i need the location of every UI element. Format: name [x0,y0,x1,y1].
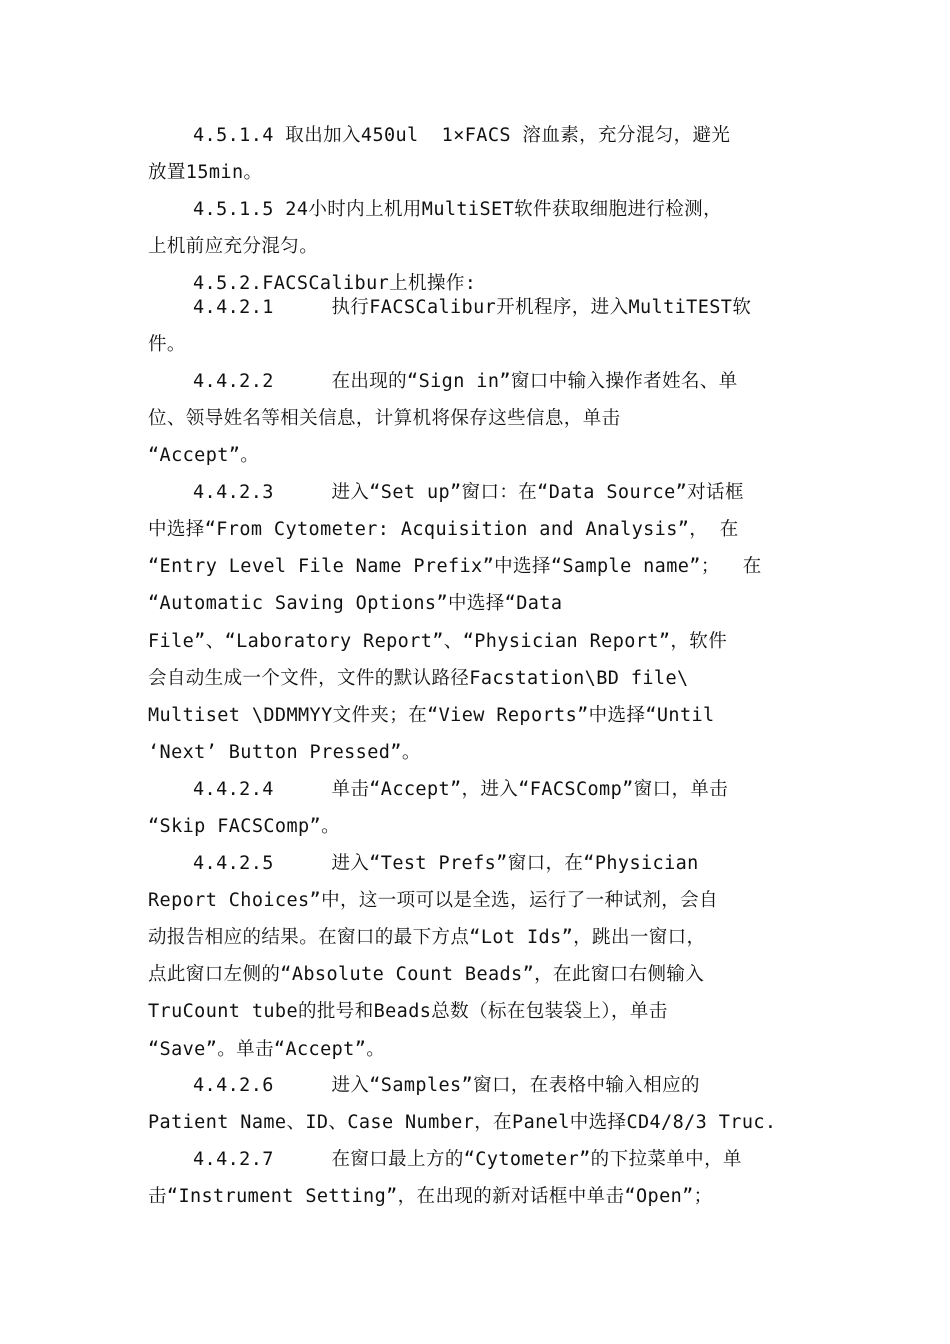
text-line: 上机前应充分混匀。 [148,236,319,257]
text-line: “Accept”。 [148,445,260,466]
text-line: 点此窗口左侧的“Absolute Count Beads”，在此窗口右侧输入 [148,964,705,985]
text-line: 中选择“From Cytometer: Acquisition and Analysis”， 在 [148,519,739,540]
text-line: 4.4.2.3 进入“Set up”窗口：在“Data Source”对话框 [193,482,744,503]
text-line: 会自动生成一个文件，文件的默认路径Facstation\BD file\ [148,668,689,689]
text-line: 4.5.1.4 取出加入450ul 1×FACS 溶血素，充分混匀，避光 [193,125,731,146]
text-line: 4.4.2.5 进入“Test Prefs”窗口，在“Physician [193,853,699,874]
text-line: Multiset \DDMMYY文件夹；在“View Reports”中选择“Until [148,705,715,726]
text-line: ‘Next’ Button Pressed”。 [148,742,421,763]
section-heading: 4.5.2.FACSCalibur上机操作: [193,273,477,294]
text-line: “Skip FACSComp”。 [148,816,340,837]
text-line: 4.4.2.7 在窗口最上方的“Cytometer”的下拉菜单中，单 [193,1149,742,1170]
text-line: 4.4.2.1 执行FACSCalibur开机程序，进入MultiTEST软 [193,297,752,318]
text-line: “Automatic Saving Options”中选择“Data [148,593,563,614]
text-line: 击“Instrument Setting”，在出现的新对话框中单击“Open”； [148,1186,713,1207]
text-line: TruCount tube的批号和Beads总数（标在包装袋上），单击 [148,1001,668,1022]
text-line: 4.4.2.6 进入“Samples”窗口，在表格中输入相应的 [193,1075,700,1096]
text-line: Report Choices”中，这一项可以是全选，运行了一种试剂，会自 [148,890,718,911]
text-line: 4.4.2.4 单击“Accept”，进入“FACSComp”窗口，单击 [193,779,729,800]
text-line: 4.5.1.5 24小时内上机用MultiSET软件获取细胞进行检测， [193,199,722,220]
text-line: 件。 [148,334,186,355]
text-line: 动报告相应的结果。在窗口的最下方点“Lot Ids”，跳出一窗口， [148,927,706,948]
text-line: Patient Name、ID、Case Number，在Panel中选择CD4/8/3 Truc. [148,1112,777,1133]
text-line: 放置15min。 [148,162,263,183]
text-line: “Save”。单击“Accept”。 [148,1039,386,1060]
text-line: File”、“Laboratory Report”、“Physician Report”，软件 [148,631,728,652]
text-line: “Entry Level File Name Prefix”中选择“Sample name”； 在 [148,556,762,577]
text-line: 位、领导姓名等相关信息，计算机将保存这些信息，单击 [148,408,621,429]
text-line: 4.4.2.2 在出现的“Sign in”窗口中输入操作者姓名、单 [193,371,738,392]
